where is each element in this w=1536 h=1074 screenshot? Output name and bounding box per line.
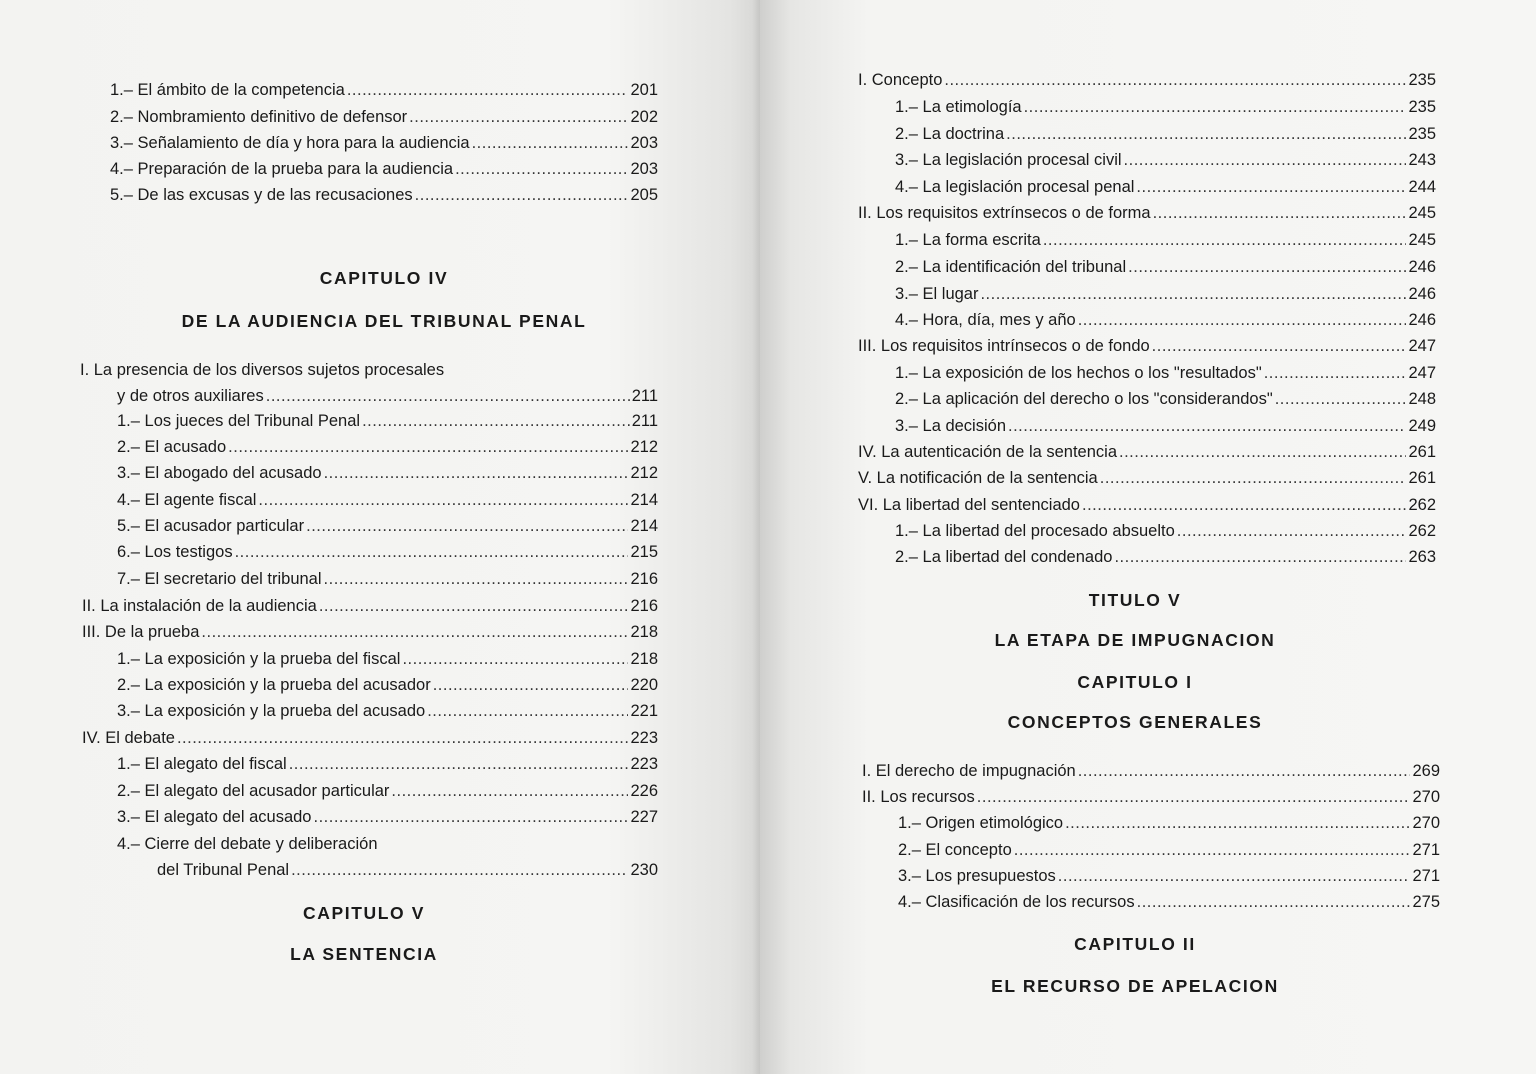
toc-entry	[110, 107, 658, 127]
leader-dots	[1014, 840, 1411, 860]
toc-entry-label: III. Los requisitos intrínsecos o de fondo	[858, 337, 1150, 355]
leader-dots	[1275, 389, 1407, 409]
leader-dots	[362, 411, 630, 431]
toc-entry-page: 211	[631, 387, 658, 405]
toc-entry	[117, 675, 658, 695]
leader-dots	[1128, 257, 1406, 277]
toc-entry-label: 4.– La legislación procesal penal	[895, 178, 1135, 196]
leader-dots	[455, 159, 628, 179]
toc-entry-label: 1.– La libertad del procesado absuelto	[895, 522, 1175, 540]
leader-dots	[944, 70, 1406, 90]
chapter-heading: CAPITULO II	[1074, 934, 1196, 954]
toc-entry	[895, 124, 1436, 144]
leader-dots	[1124, 150, 1407, 170]
toc-entry-label: 5.– El acusador particular	[117, 517, 305, 535]
leader-dots	[1065, 813, 1410, 833]
toc-entry-label: 4.– Hora, día, mes y año	[895, 311, 1076, 329]
leader-dots	[1100, 468, 1407, 488]
toc-entry	[895, 97, 1436, 117]
leader-dots	[324, 463, 629, 483]
toc-entry	[858, 203, 1436, 223]
toc-entry-page: 271	[1412, 841, 1440, 859]
toc-entry-label: del Tribunal Penal	[157, 861, 290, 879]
toc-entry-page: 247	[1408, 337, 1436, 355]
left-page	[0, 0, 760, 1074]
toc-entry-label: 1.– Los jueces del Tribunal Penal	[117, 412, 361, 430]
part-heading: TITULO V	[1088, 590, 1182, 610]
toc-entry	[895, 363, 1436, 383]
toc-entry-label: 1.– Origen etimológico	[898, 814, 1064, 832]
toc-entry-page: 202	[630, 108, 658, 126]
chapter-title: DE LA AUDIENCIA DEL TRIBUNAL PENAL	[181, 311, 587, 331]
toc-entry	[858, 495, 1436, 515]
toc-entry	[117, 437, 658, 457]
toc-entry-label: 2.– El concepto	[898, 841, 1012, 859]
leader-dots	[980, 284, 1406, 304]
chapter-heading: CAPITULO I	[1077, 672, 1193, 692]
toc-entry-label: 3.– El alegato del acusado	[117, 808, 312, 826]
toc-entry	[862, 787, 1440, 807]
leader-dots	[289, 754, 629, 774]
toc-entry	[895, 150, 1436, 170]
leader-dots	[313, 807, 628, 827]
toc-entry	[117, 807, 658, 827]
toc-entry-label: 2.– El acusado	[117, 438, 227, 456]
toc-entry-page: 230	[630, 861, 658, 879]
toc-entry-page: 245	[1408, 231, 1436, 249]
toc-entry	[895, 257, 1436, 277]
toc-entry-page: 201	[630, 81, 658, 99]
toc-entry-page: 226	[630, 782, 658, 800]
toc-entry-page: 216	[630, 570, 658, 588]
toc-entry-label-line: 4.– Cierre del debate y deliberación	[117, 835, 378, 853]
leader-dots	[472, 133, 629, 153]
toc-entry	[110, 80, 658, 100]
toc-entry-label: 2.– La exposición y la prueba del acusador	[117, 676, 431, 694]
toc-entry	[895, 310, 1436, 330]
toc-entry	[82, 596, 658, 616]
leader-dots	[1153, 203, 1407, 223]
leader-dots	[415, 185, 629, 205]
leader-dots	[1082, 495, 1406, 515]
toc-entry-page: 203	[630, 160, 658, 178]
toc-entry	[858, 468, 1436, 488]
toc-entry	[110, 133, 658, 153]
toc-entry-page: 243	[1408, 151, 1436, 169]
toc-entry-page: 218	[630, 650, 658, 668]
toc-entry-label: 1.– La etimología	[895, 98, 1022, 116]
leader-dots	[1058, 866, 1411, 886]
toc-entry-label: 1.– La exposición de los hechos o los "resultados"	[895, 364, 1262, 382]
toc-entry-label: 2.– La aplicación del derecho o los "considerandos"	[895, 390, 1273, 408]
toc-entry-page: 212	[630, 438, 658, 456]
section-heading-line: I. La presencia de los diversos sujetos procesales	[80, 361, 445, 379]
toc-entry	[117, 463, 658, 483]
toc-entry-page: 235	[1408, 71, 1436, 89]
leader-dots	[347, 80, 629, 100]
toc-entry	[117, 542, 658, 562]
toc-entry-page: 246	[1408, 285, 1436, 303]
toc-entry	[117, 490, 658, 510]
toc-entry-label: 1.– El ámbito de la competencia	[110, 81, 345, 99]
toc-entry-label: 4.– El agente fiscal	[117, 491, 257, 509]
leader-dots	[201, 622, 628, 642]
leader-dots	[977, 787, 1411, 807]
toc-entry-label: III. De la prueba	[82, 623, 200, 641]
toc-entry-page: 262	[1408, 522, 1436, 540]
leader-dots	[1008, 416, 1406, 436]
toc-entry-label: 4.– Clasificación de los recursos	[898, 893, 1135, 911]
toc-entry	[117, 701, 658, 721]
toc-entry-page: 270	[1412, 814, 1440, 832]
toc-entry-label: 3.– La legislación procesal civil	[895, 151, 1122, 169]
toc-entry	[110, 159, 658, 179]
chapter-title: LA SENTENCIA	[290, 944, 438, 964]
toc-entry-label: 1.– La forma escrita	[895, 231, 1041, 249]
toc-entry-label: 7.– El secretario del tribunal	[117, 570, 322, 588]
toc-entry	[858, 442, 1436, 462]
leader-dots	[1137, 892, 1411, 912]
toc-entry-label: I. El derecho de impugnación	[862, 762, 1076, 780]
toc-entry-page: 216	[630, 597, 658, 615]
toc-entry-label: II. Los recursos	[862, 788, 975, 806]
toc-entry	[898, 892, 1440, 912]
toc-entry-label: 6.– Los testigos	[117, 543, 233, 561]
leader-dots	[228, 437, 628, 457]
right-page	[760, 0, 1536, 1074]
toc-entry-label: 3.– Señalamiento de día y hora para la audiencia	[110, 134, 470, 152]
toc-entry	[895, 521, 1436, 541]
leader-dots	[391, 781, 628, 801]
toc-entry-page: 248	[1408, 390, 1436, 408]
toc-entry	[895, 547, 1436, 567]
chapter-heading: CAPITULO IV	[319, 268, 449, 288]
leader-dots	[409, 107, 628, 127]
leader-dots	[1024, 97, 1407, 117]
toc-entry	[117, 386, 658, 406]
toc-entry	[895, 389, 1436, 409]
leader-dots	[235, 542, 629, 562]
toc-entry-page: 261	[1408, 469, 1436, 487]
toc-entry	[895, 416, 1436, 436]
toc-entry	[895, 284, 1436, 304]
chapter-title: CONCEPTOS GENERALES	[1007, 712, 1263, 732]
leader-dots	[306, 516, 628, 536]
leader-dots	[1119, 442, 1406, 462]
toc-entry-label: II. Los requisitos extrínsecos o de forma	[858, 204, 1151, 222]
leader-dots	[1177, 521, 1407, 541]
toc-entry	[117, 411, 658, 431]
toc-entry-page: 261	[1408, 443, 1436, 461]
toc-entry-page: 275	[1412, 893, 1440, 911]
toc-entry-label: 1.– El alegato del fiscal	[117, 755, 287, 773]
toc-entry	[117, 754, 658, 774]
toc-entry-page: 205	[630, 186, 658, 204]
toc-entry-label: VI. La libertad del sentenciado	[858, 496, 1080, 514]
toc-entry-label: 2.– El alegato del acusador particular	[117, 782, 390, 800]
leader-dots	[1264, 363, 1407, 383]
toc-entry	[82, 622, 658, 642]
chapter-heading: CAPITULO V	[303, 903, 425, 923]
toc-entry-label: 2.– La doctrina	[895, 125, 1005, 143]
toc-entry	[117, 516, 658, 536]
toc-entry-label: 1.– La exposición y la prueba del fiscal	[117, 650, 401, 668]
leader-dots	[266, 386, 630, 406]
leader-dots	[1136, 177, 1406, 197]
toc-entry-page: 227	[630, 808, 658, 826]
toc-entry-page: 212	[630, 464, 658, 482]
toc-entry-page: 271	[1412, 867, 1440, 885]
toc-entry-page: 214	[630, 491, 658, 509]
leader-dots	[1078, 761, 1411, 781]
toc-entry-label: II. La instalación de la audiencia	[82, 597, 317, 615]
toc-entry-page: 249	[1408, 417, 1436, 435]
leader-dots	[177, 728, 629, 748]
toc-entry	[898, 813, 1440, 833]
toc-entry-page: 223	[630, 755, 658, 773]
toc-entry-label: V. La notificación de la sentencia	[858, 469, 1098, 487]
toc-entry-page: 211	[631, 412, 658, 430]
toc-entry-page: 263	[1408, 548, 1436, 566]
toc-entry-page: 218	[630, 623, 658, 641]
toc-entry-page: 214	[630, 517, 658, 535]
leader-dots	[324, 569, 629, 589]
toc-entry	[117, 649, 658, 669]
part-title: LA ETAPA DE IMPUGNACION	[994, 630, 1276, 650]
toc-entry	[117, 569, 658, 589]
toc-entry	[157, 860, 658, 880]
leader-dots	[258, 490, 628, 510]
toc-entry	[117, 781, 658, 801]
toc-entry-page: 221	[630, 702, 658, 720]
toc-entry	[858, 336, 1436, 356]
toc-entry-label: I. Concepto	[858, 71, 943, 89]
toc-entry-label: 5.– De las excusas y de las recusaciones	[110, 186, 413, 204]
toc-entry-page: 270	[1412, 788, 1440, 806]
toc-entry-page: 215	[630, 543, 658, 561]
leader-dots	[433, 675, 629, 695]
toc-entry-page: 246	[1408, 311, 1436, 329]
toc-entry-page: 235	[1408, 98, 1436, 116]
toc-entry-label: 2.– La identificación del tribunal	[895, 258, 1127, 276]
toc-entry-page: 203	[630, 134, 658, 152]
chapter-title: EL RECURSO DE APELACION	[991, 976, 1279, 996]
toc-entry-page: 246	[1408, 258, 1436, 276]
leader-dots	[427, 701, 628, 721]
leader-dots	[319, 596, 629, 616]
toc-entry-page: 220	[630, 676, 658, 694]
toc-entry-page: 269	[1412, 762, 1440, 780]
toc-entry-label: 2.– La libertad del condenado	[895, 548, 1113, 566]
toc-entry-page: 245	[1408, 204, 1436, 222]
toc-entry-page: 223	[630, 729, 658, 747]
toc-entry	[895, 230, 1436, 250]
toc-entry-label: IV. La autenticación de la sentencia	[858, 443, 1117, 461]
leader-dots	[1078, 310, 1407, 330]
leader-dots	[1006, 124, 1406, 144]
toc-entry-page: 247	[1408, 364, 1436, 382]
toc-entry	[898, 840, 1440, 860]
leader-dots	[1114, 547, 1406, 567]
toc-entry	[862, 761, 1440, 781]
toc-entry-label: 3.– El abogado del acusado	[117, 464, 322, 482]
toc-entry	[82, 728, 658, 748]
toc-entry-label: IV. El debate	[82, 729, 175, 747]
toc-entry-page: 235	[1408, 125, 1436, 143]
toc-entry-label: 3.– Los presupuestos	[898, 867, 1056, 885]
toc-entry-label: 4.– Preparación de la prueba para la audiencia	[110, 160, 454, 178]
toc-entry-label: 3.– La exposición y la prueba del acusado	[117, 702, 426, 720]
toc-entry-label: 3.– La decisión	[895, 417, 1006, 435]
toc-entry-page: 244	[1408, 178, 1436, 196]
toc-entry	[895, 177, 1436, 197]
leader-dots	[1152, 336, 1407, 356]
toc-entry	[858, 70, 1436, 90]
toc-entry-label: 2.– Nombramiento definitivo de defensor	[110, 108, 408, 126]
toc-entry	[110, 185, 658, 205]
toc-entry-label: 3.– El lugar	[895, 285, 979, 303]
toc-entry-label: y de otros auxiliares	[117, 387, 264, 405]
leader-dots	[1043, 230, 1407, 250]
leader-dots	[291, 860, 628, 880]
leader-dots	[402, 649, 628, 669]
toc-entry	[898, 866, 1440, 886]
toc-entry-page: 262	[1408, 496, 1436, 514]
